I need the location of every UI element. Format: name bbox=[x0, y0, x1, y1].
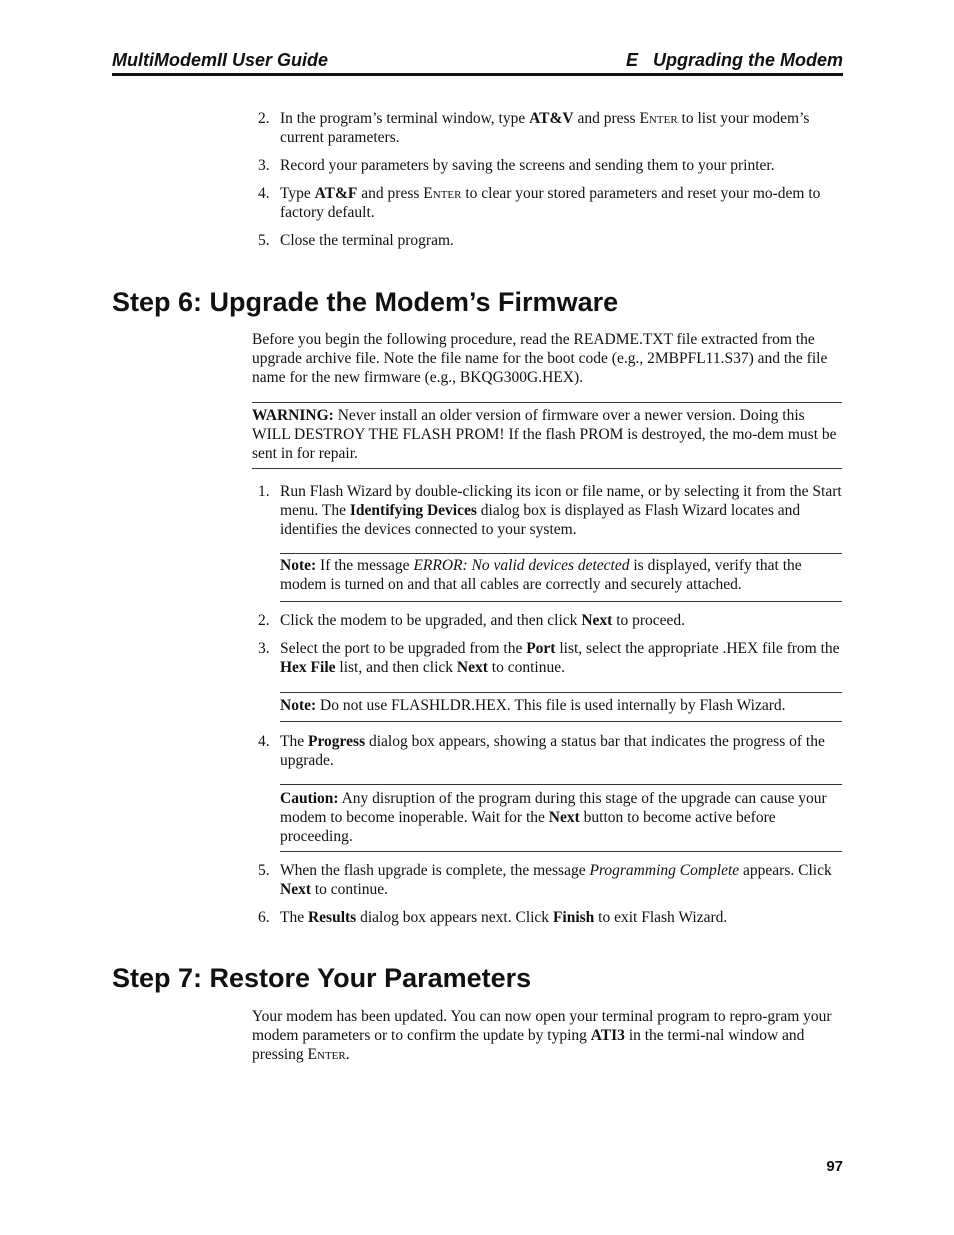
list-item: 1. Run Flash Wizard by double-clicking its icon or file name, or by selecting it from the Start menu. The Identifying Devices dialog box is displayed as Flash Wizard locates and identifies the devices connected to your system. bbox=[258, 483, 842, 538]
list-item: 5. Close the terminal program. bbox=[258, 232, 454, 249]
step6-heading: Step 6: Upgrade the Modem’s Firmware bbox=[112, 287, 619, 317]
firmware-steps-list-d bbox=[258, 861, 844, 927]
firmware-steps-list-a bbox=[258, 482, 844, 539]
list-item: 3. Record your parameters by saving the screens and sending them to your printer. bbox=[258, 157, 775, 174]
list-item: 2. Click the modem to be upgraded, and then click Next to proceed. bbox=[258, 612, 686, 629]
parameter-steps-list bbox=[258, 109, 844, 250]
firmware-steps-list-c bbox=[258, 732, 844, 770]
list-item: 3. Select the port to be upgraded from the Port list, select the appropriate .HEX file from the Hex File list, and then click Next to continue. bbox=[258, 640, 840, 676]
warning-label: WARNING: bbox=[252, 407, 334, 424]
list-item: 4. The Progress dialog box appears, showing a status bar that indicates the progress of the upgrade. bbox=[258, 733, 825, 769]
page-header bbox=[112, 50, 843, 76]
page-number: 97 bbox=[826, 1158, 843, 1175]
firmware-steps-list-b bbox=[258, 611, 844, 677]
list-item: 5. When the flash upgrade is complete, the message Programming Complete appears. Click Next to continue. bbox=[258, 862, 832, 898]
step7-body: Your modem has been updated. You can now open your terminal program to repro-gram your modem parameters or to confirm the update by typing ATI3 in the termi-nal window and pressing Enter. bbox=[252, 1008, 832, 1063]
header-chapter: E Upgrading the Modem bbox=[625, 50, 843, 70]
list-item: 2. In the program’s terminal window, type AT&V and press Enter to list your modem’s current parameters. bbox=[258, 110, 810, 146]
note-box: Note: If the message ERROR: No valid devices detected is displayed, verify that the modem is turned on and that all cables are correctly and securely attached. bbox=[280, 553, 842, 602]
caution-box: Caution: Any disruption of the program during this stage of the upgrade can cause your modem to become inoperable. Wait for the Next button to become active before proceeding. bbox=[280, 784, 842, 852]
list-item: 6. The Results dialog box appears next. Click Finish to exit Flash Wizard. bbox=[258, 909, 728, 926]
header-title: MultiModemII User Guide bbox=[112, 50, 329, 70]
warning-box: WARNING: Never install an older version of firmware over a newer version. Doing this WILL DESTROY THE FLASH PROM! If the flash PROM is destroyed, the mo-dem must be sent in for repair. bbox=[252, 402, 842, 469]
list-item: 4. Type AT&F and press Enter to clear your stored parameters and reset your mo-dem to factory default. bbox=[258, 185, 821, 221]
note-box: Note: Do not use FLASHLDR.HEX. This file is used internally by Flash Wizard. bbox=[280, 692, 842, 722]
step6-intro: Before you begin the following procedure, read the README.TXT file extracted from the upgrade archive file. Note the file name for the boot code (e.g., 2MBPFL11.S37) and the file name for the new firmware (e.g., BKQG300G.HEX). bbox=[252, 331, 828, 386]
step7-heading: Step 7: Restore Your Parameters bbox=[112, 963, 532, 993]
